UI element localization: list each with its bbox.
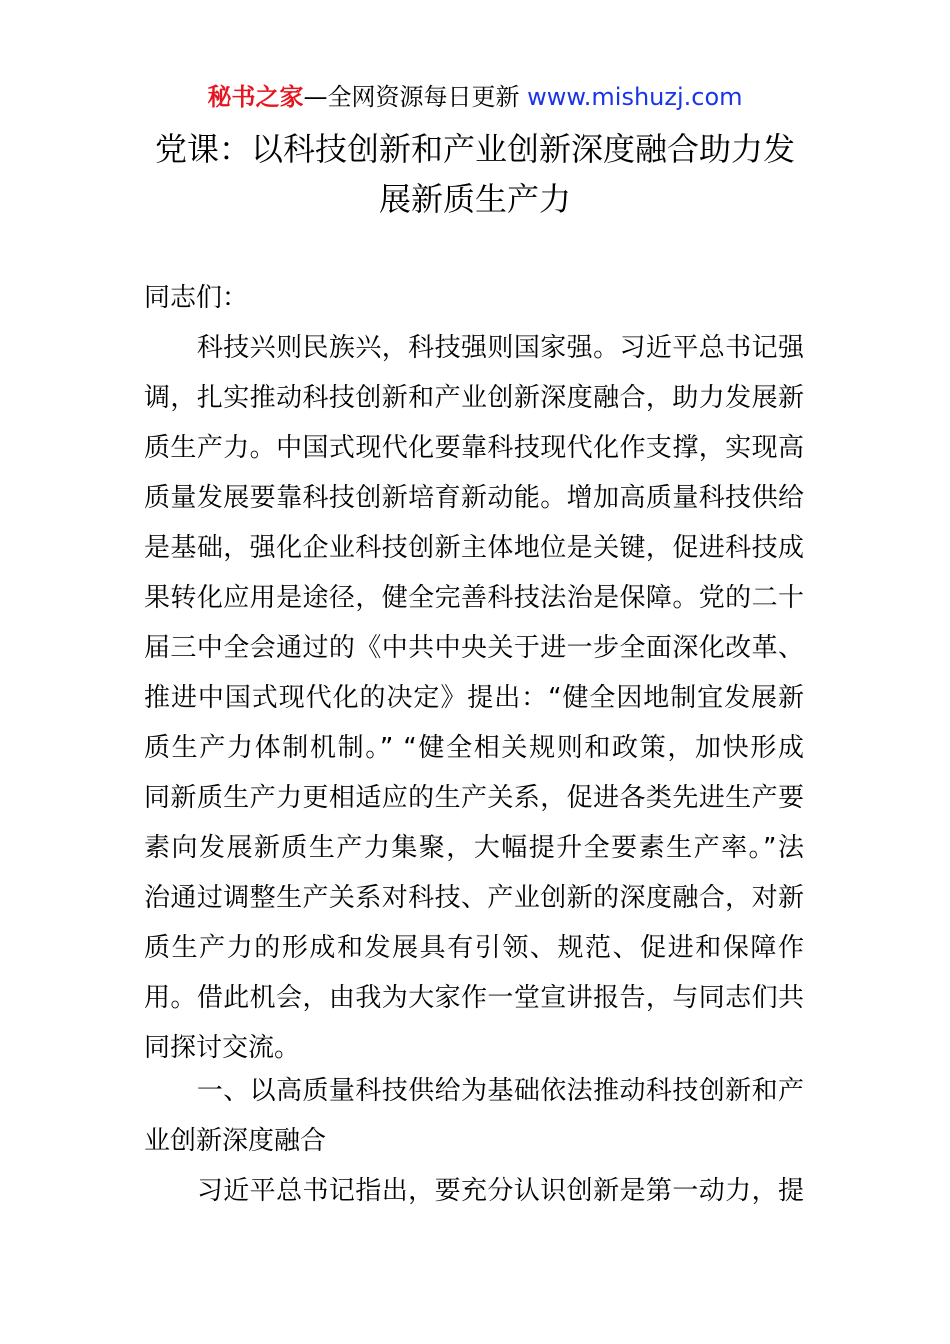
brand-name: 秘书之家 bbox=[207, 83, 304, 111]
text-line: 质生产力。中国式现代化要靠科技现代化作支撑，实现高 bbox=[144, 433, 804, 463]
heading-line: 一、以高质量科技供给为基础依法推动科技创新和产 bbox=[144, 1076, 804, 1106]
text-line: 质生产力体制机制。” “健全相关规则和政策，加快形成 bbox=[144, 733, 804, 763]
header-tagline: —全网资源每日更新 bbox=[303, 83, 528, 111]
text-line: 治通过调整生产关系对科技、产业创新的深度融合，对新 bbox=[144, 883, 804, 913]
title-line-2: 展新质生产力 bbox=[378, 180, 571, 218]
text-line: 用。借此机会，由我为大家作一堂宣讲报告，与同志们共 bbox=[144, 983, 804, 1013]
document-title bbox=[0, 124, 950, 224]
text-line: 同新质生产力更相适应的生产关系，促进各类先进生产要 bbox=[144, 783, 804, 813]
text-line: 推进中国式现代化的决定》提出：“健全因地制宜发展新 bbox=[144, 683, 804, 713]
text-line: 同探讨交流。 bbox=[144, 1033, 301, 1063]
heading-line: 业创新深度融合 bbox=[144, 1126, 327, 1156]
text-line: 科技兴则民族兴，科技强则国家强。习近平总书记强 bbox=[144, 333, 804, 363]
text-line: 调，扎实推动科技创新和产业创新深度融合，助力发展新 bbox=[144, 383, 804, 413]
section-1-heading bbox=[144, 1066, 804, 1166]
text-line: 是基础，强化企业科技创新主体地位是关键，促进科技成 bbox=[144, 533, 804, 563]
text-line: 质量发展要靠科技创新培育新动能。增加高质量科技供给 bbox=[144, 483, 804, 513]
greeting: 同志们： bbox=[144, 283, 249, 313]
text-line: 届三中全会通过的《中共中央关于进一步全面深化改革、 bbox=[144, 633, 804, 663]
text-line: 素向发展新质生产力集聚，大幅提升全要素生产率。”法 bbox=[144, 833, 804, 863]
text-line: 果转化应用是途径，健全完善科技法治是保障。党的二十 bbox=[144, 583, 804, 613]
site-header bbox=[0, 80, 950, 114]
title-line-1: 党课：以科技创新和产业创新深度融合助力发 bbox=[154, 130, 795, 168]
site-url[interactable]: www.mishuzj.com bbox=[527, 83, 743, 111]
text-line: 质生产力的形成和发展具有引领、规范、促进和保障作 bbox=[144, 933, 804, 963]
text-line: 习近平总书记指出，要充分认识创新是第一动力，提 bbox=[144, 1176, 804, 1206]
paragraph-1 bbox=[144, 323, 804, 1073]
paragraph-2 bbox=[144, 1166, 804, 1216]
